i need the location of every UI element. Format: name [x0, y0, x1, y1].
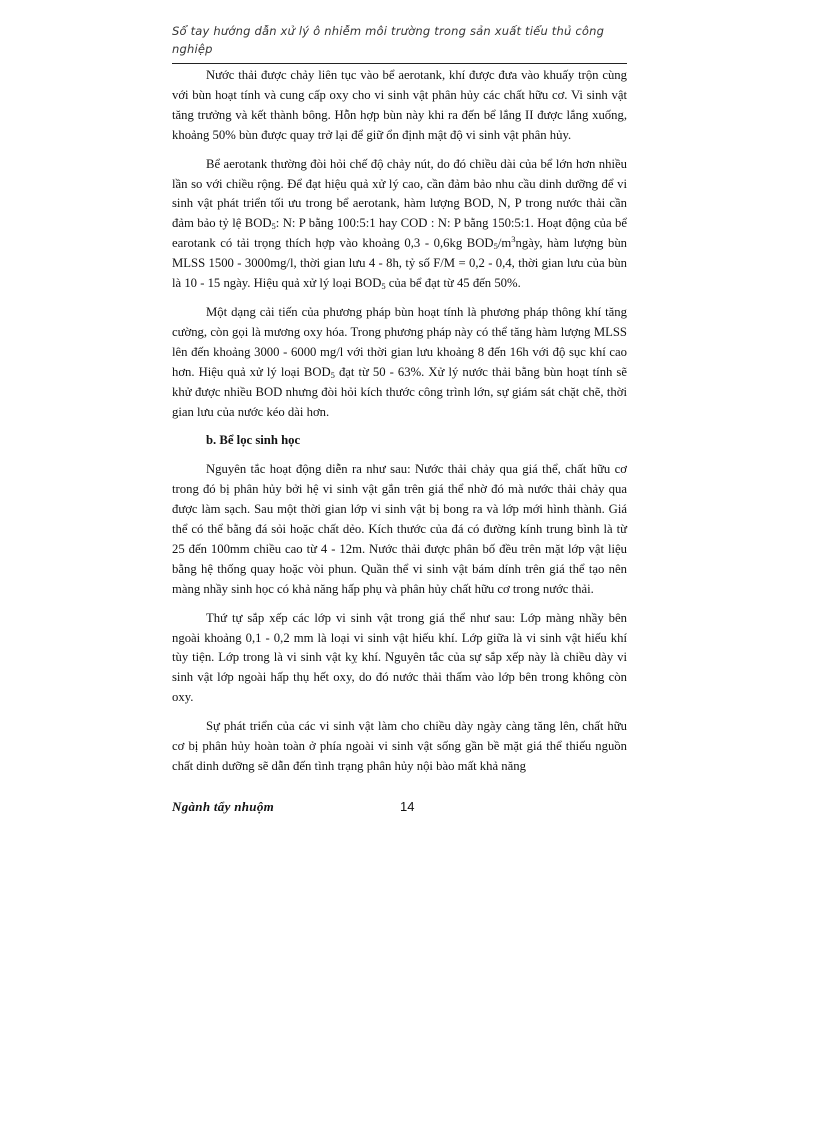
p2-subscript-3: 5	[381, 281, 386, 292]
paragraph-biofilter-principle: Nguyên tắc hoạt động diễn ra như sau: Nước thải chảy qua giá thể, chất hữu cơ trong đó bị phân hủy bởi hệ vi sinh vật gắn trên giá thể nhờ đó mà nước thải chảy qua được làm sạch. Sau một thời gian lớp vi sinh vật bị bong ra và lớp mới hình thành. Giá thể có thể bằng đá sỏi hoặc chất dẻo. Kích thước của đá có đường kính trung bình là từ 25 đến 100mm chiều cao từ 4 - 12m. Nước thải được phân bố đều trên mặt lớp vật liệu bằng hệ thống quay hoặc vòi phun. Quần thể vi sinh vật bám dính trên giá thể tạo nên màng nhầy sinh học có khả năng hấp phụ và phân hủy chất hữu cơ trong nước thải.	[172, 462, 627, 596]
p2-text-e: của bể đạt từ 45 đến 50%.	[385, 276, 521, 291]
paragraph-biofilm-layers: Thứ tự sắp xếp các lớp vi sinh vật trong giá thể như sau: Lớp màng nhầy bên ngoài khoảng 0,1 - 0,2 mm là loại vi sinh vật hiếu khí. Lớp giữa là vi sinh vật hiếu khí tùy tiện. Lớp trong là vi sinh vật kỵ khí. Nguyên tắc của sự sắp xếp này là chiều dày vi sinh vật lớp ngoài hấp thụ hết oxy, do đó nước thải thấm vào lớp bên trong không còn oxy.	[172, 610, 627, 705]
p3-subscript-1: 5	[330, 369, 335, 380]
p2-superscript-1: 3	[511, 234, 516, 245]
p2-text-a: Bể aerotank thường đòi hỏi chế độ chảy nút, do đó chiều dài của bể lớn hơn nhiều lần so với chiều rộng. Để đạt hiệu quả xử lý cao, cần đảm bảo nhu cầu dinh dưỡng để vi sinh vật phát triển tối ưu trong bể aerotank, hàm lượng BOD, N, P trong nước thải cần đảm bảo tỷ lệ BOD	[172, 156, 627, 231]
p3-text-a: Một dạng cải tiến của phương pháp bùn hoạt tính là phương pháp thông khí tăng cường, còn gọi là mương oxy hóa. Trong phương pháp này có thể tăng hàm lượng MLSS lên đến khoảng 3000 - 6000 mg/l với thời gian lưu khoảng 8 đến 16h với độ sục khí cao hơn. Hiệu quả xử lý loại BOD	[172, 304, 627, 379]
running-header: Sổ tay hướng dẫn xử lý ô nhiễm môi trường trong sản xuất tiểu thủ công nghiệp	[172, 24, 605, 56]
footer-title: Ngành tẩy nhuộm	[172, 799, 275, 814]
section-heading-biofilter: b. Bể lọc sinh học	[206, 433, 301, 448]
p2-text-b: : N: P bằng 100:5:1 hay COD : N: P bằng 150:5:1. Hoạt động của bể earotank có tải trọng thích hợp vào khoảng 0,3 - 0,6kg BOD	[172, 216, 627, 251]
header-divider	[172, 63, 627, 64]
p2-text-c: /m	[497, 236, 512, 251]
paragraph-aerotank-process: Nước thải được chảy liên tục vào bể aerotank, khí được đưa vào khuấy trộn cùng với bùn hoạt tính và cung cấp oxy cho vi sinh vật phân hủy các chất hữu cơ. Vi sinh vật tăng trưởng và kết thành bông. Hỗn hợp bùn này khi ra đến bể lắng II được lắng xuống, khoảng 50% bùn được quay trở lại để giữ ổn định mật độ vi sinh vật phân hủy.	[172, 68, 627, 142]
p2-text-d: ngày, hàm lượng bùn MLSS 1500 - 3000mg/l, thời gian lưu 4 - 8h, tỷ số F/M = 0,2 - 0,4, thời gian lưu của bùn là 10 - 15 ngày. Hiệu quả xử lý loại BOD	[172, 236, 628, 291]
paragraph-biofilm-growth: Sự phát triển của các vi sinh vật làm cho chiều dày ngày càng tăng lên, chất hữu cơ bị phân hủy hoàn toàn ở phía ngoài vi sinh vật sống gần bề mặt giá thể thiếu nguồn chất dinh dưỡng sẽ dẫn đến tình trạng phân hủy nội bào mất khả năng	[172, 719, 627, 773]
main-text	[172, 66, 627, 786]
paragraph-aerotank-requirements	[172, 155, 627, 294]
p3-text-b: đạt từ 50 - 63%. Xử lý nước thải bằng bùn hoạt tính sẽ khử được nhiều BOD nhưng đòi hỏi kích thước công trình lớn, sự giám sát chặt chẽ, thời gian lưu của nước kéo dài hơn.	[172, 364, 627, 419]
paragraph-oxidation-ditch	[172, 303, 627, 422]
page-number: 14	[400, 799, 415, 814]
p2-subscript-1: 5	[271, 221, 276, 232]
p2-subscript-2: 5	[493, 241, 498, 252]
